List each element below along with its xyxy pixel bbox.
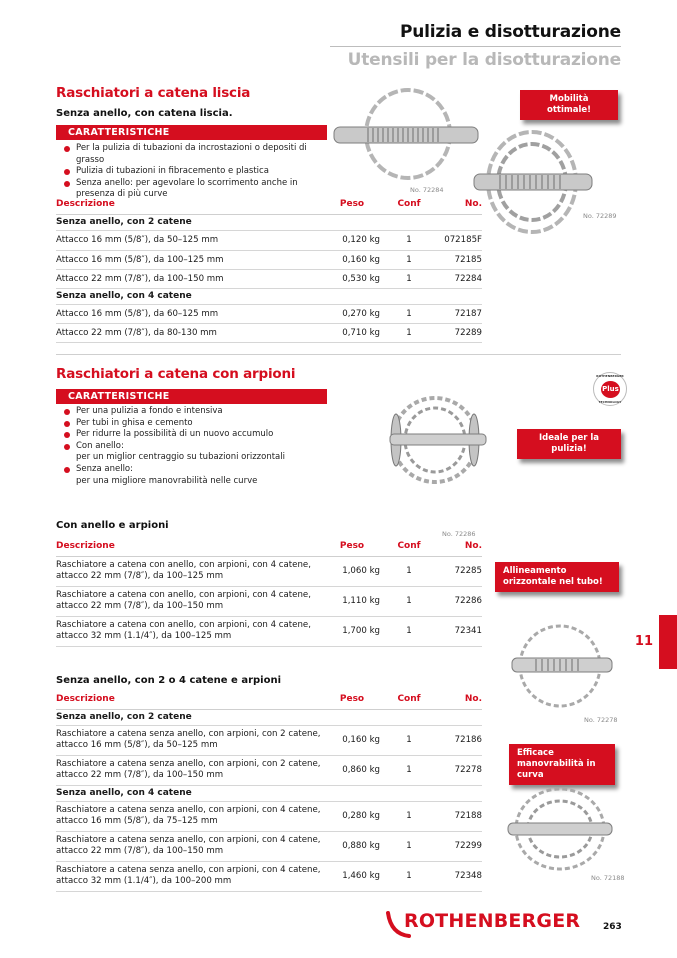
sub1-product-table — [56, 539, 482, 647]
section1-features-list — [56, 143, 326, 201]
feature-item: Pulizia di tubazioni in fibracemento e plastica — [56, 166, 326, 178]
cell-desc: Raschiatore a catena senza anello, con arpioni, con 4 catene, attacco 16 mm (5/8″), da 75–125 mm — [56, 801, 324, 831]
table-row — [56, 250, 482, 269]
cell-conf: 1 — [384, 755, 434, 785]
callout-mobilita: Mobilità ottimale! — [520, 90, 618, 120]
col-conf: Conf — [384, 539, 434, 556]
image-caption: No. 72286 — [442, 530, 476, 538]
cell-no: 72348 — [434, 861, 482, 891]
section1-title: Raschiatori a catena liscia — [56, 85, 251, 101]
cell-peso: 0,270 kg — [324, 304, 384, 323]
table-row — [56, 586, 482, 616]
cell-peso: 1,460 kg — [324, 861, 384, 891]
feature-text: Per tubi in ghisa e cemento — [76, 417, 193, 428]
table-row — [56, 304, 482, 323]
table-row — [56, 556, 482, 586]
table-row — [56, 861, 482, 891]
cell-desc: Raschiatore a catena senza anello, con arpioni, con 2 catene, attacco 22 mm (7/8″), da 100–150 mm — [56, 755, 324, 785]
section1-subtitle: Senza anello, con catena liscia. — [56, 108, 233, 119]
cell-conf: 1 — [384, 586, 434, 616]
col-descrizione: Descrizione — [56, 539, 324, 556]
cell-no: 72278 — [434, 755, 482, 785]
cell-desc: Raschiatore a catena con anello, con arpioni, con 4 catene, attacco 22 mm (7/8″), da 100–150 mm — [56, 586, 324, 616]
col-peso: Peso — [324, 692, 384, 709]
feature-item: Senza anello: per agevolare lo scorrimento anche in presenza di più curve — [56, 178, 326, 201]
section2-title: Raschiatori a catena con arpioni — [56, 366, 296, 382]
cell-conf: 1 — [384, 831, 434, 861]
cell-peso: 1,700 kg — [324, 616, 384, 646]
col-conf: Conf — [384, 692, 434, 709]
feature-text: Senza anello: — [76, 463, 133, 474]
table-header-row — [56, 539, 482, 556]
chain-scraper-with-ring-image-72286 — [380, 390, 490, 490]
badge-plus-text: Plus — [601, 381, 620, 398]
chain-scraper-image-72289 — [470, 122, 595, 240]
chain-scraper-image-72188 — [500, 785, 620, 875]
sub2-product-table — [56, 692, 482, 892]
cell-no: 072185F — [434, 230, 482, 250]
cell-no: 72186 — [434, 725, 482, 755]
image-caption: No. 72289 — [583, 212, 617, 220]
feature-item — [56, 418, 346, 430]
group-label: Senza anello, con 4 catene — [56, 785, 482, 801]
cell-desc: Attacco 16 mm (5/8″), da 60–125 mm — [56, 304, 324, 323]
feature-item: Per la pulizia di tubazioni da incrostazioni o depositi di grasso — [56, 143, 326, 166]
cell-conf: 1 — [384, 861, 434, 891]
cell-desc: Attacco 22 mm (7/8″), da 100–150 mm — [56, 269, 324, 288]
sub1-title: Con anello e arpioni — [56, 520, 169, 531]
page-number: 263 — [603, 922, 622, 932]
feature-text-detail: per una migliore manovrabilità nelle curve — [76, 475, 258, 486]
cell-no: 72185 — [434, 250, 482, 269]
section1-product-table — [56, 197, 482, 343]
table-row — [56, 323, 482, 342]
cell-desc: Raschiatore a catena senza anello, con arpioni, con 4 catene, attacco 32 mm (1.1/4″), da 100–200 mm — [56, 861, 324, 891]
feature-text: Con anello: — [76, 440, 124, 451]
group-row — [56, 288, 482, 304]
group-row — [56, 709, 482, 725]
cell-conf: 1 — [384, 250, 434, 269]
table-row — [56, 801, 482, 831]
feature-text: Per una pulizia a fondo e intensiva — [76, 406, 223, 416]
chapter-tab — [659, 615, 677, 669]
cell-no: 72299 — [434, 831, 482, 861]
chapter-number: 11 — [634, 634, 653, 649]
rothenberger-plus-badge — [593, 372, 627, 406]
cell-desc: Raschiatore a catena con anello, con arpioni, con 4 catene, attacco 32 mm (1.1/4″), da 100–125 mm — [56, 616, 324, 646]
cell-peso: 1,110 kg — [324, 586, 384, 616]
table-header-row — [56, 197, 482, 214]
feature-item — [56, 464, 346, 487]
chain-scraper-image-72284 — [328, 82, 488, 192]
cell-peso: 0,160 kg — [324, 250, 384, 269]
col-no: No. — [434, 197, 482, 214]
group-label: Senza anello, con 2 catene — [56, 709, 482, 725]
cell-no: 72284 — [434, 269, 482, 288]
group-label: Senza anello, con 4 catene — [56, 288, 482, 304]
cell-conf: 1 — [384, 269, 434, 288]
feature-item — [56, 406, 346, 418]
cell-desc: Attacco 16 mm (5/8″), da 50–125 mm — [56, 230, 324, 250]
page-subtitle: Utensili per la disotturazione — [347, 50, 621, 70]
cell-no: 72286 — [434, 586, 482, 616]
feature-text: Per ridurre la possibilità di un nuovo accumulo — [76, 429, 274, 440]
cell-desc: Raschiatore a catena senza anello, con arpioni, con 2 catene, attacco 16 mm (5/8″), da 50–125 mm — [56, 725, 324, 755]
cell-peso: 0,880 kg — [324, 831, 384, 861]
cell-no: 72188 — [434, 801, 482, 831]
callout-efficace: Efficace manovrabilità in curva — [509, 744, 615, 785]
image-caption: No. 72284 — [410, 186, 444, 194]
section2-features-list — [56, 406, 346, 487]
table-row — [56, 269, 482, 288]
cell-conf: 1 — [384, 725, 434, 755]
feature-item — [56, 441, 346, 464]
cell-conf: 1 — [384, 230, 434, 250]
col-no: No. — [434, 539, 482, 556]
cell-no: 72285 — [434, 556, 482, 586]
col-peso: Peso — [324, 539, 384, 556]
group-row — [56, 214, 482, 230]
table-row — [56, 831, 482, 861]
cell-peso: 0,280 kg — [324, 801, 384, 831]
cell-no: 72187 — [434, 304, 482, 323]
cell-peso: 0,710 kg — [324, 323, 384, 342]
cell-conf: 1 — [384, 556, 434, 586]
section1-features-header: CARATTERISTICHE — [56, 125, 327, 140]
image-caption: No. 72278 — [584, 716, 618, 724]
cell-peso: 1,060 kg — [324, 556, 384, 586]
sub2-title: Senza anello, con 2 o 4 catene e arpioni — [56, 675, 282, 686]
badge-bottom-text: TECHNOLOGY — [598, 400, 622, 404]
cell-conf: 1 — [384, 304, 434, 323]
cell-peso: 0,530 kg — [324, 269, 384, 288]
section-divider — [56, 354, 621, 355]
header-divider — [330, 46, 621, 47]
cell-no: 72341 — [434, 616, 482, 646]
cell-peso: 0,120 kg — [324, 230, 384, 250]
cell-no: 72289 — [434, 323, 482, 342]
image-caption: No. 72188 — [591, 874, 625, 882]
col-conf: Conf — [384, 197, 434, 214]
cell-desc: Raschiatore a catena senza anello, con arpioni, con 4 catene, attacco 22 mm (7/8″), da 100–150 mm — [56, 831, 324, 861]
cell-peso: 0,860 kg — [324, 755, 384, 785]
cell-conf: 1 — [384, 323, 434, 342]
col-peso: Peso — [324, 197, 384, 214]
table-row — [56, 725, 482, 755]
cell-desc: Raschiatore a catena con anello, con arpioni, con 4 catene, attacco 22 mm (7/8″), da 100–125 mm — [56, 556, 324, 586]
table-row — [56, 230, 482, 250]
section2-features-header: CARATTERISTICHE — [56, 389, 327, 404]
group-label: Senza anello, con 2 catene — [56, 214, 482, 230]
callout-ideale: Ideale per la pulizia! — [517, 429, 621, 459]
cell-peso: 0,160 kg — [324, 725, 384, 755]
feature-text-detail: per un miglior centraggio su tubazioni orizzontali — [76, 452, 285, 463]
cell-conf: 1 — [384, 801, 434, 831]
col-descrizione: Descrizione — [56, 197, 324, 214]
group-row — [56, 785, 482, 801]
feature-item — [56, 429, 346, 441]
chain-scraper-image-72278 — [500, 620, 620, 710]
callout-allineamento: Allineamento orizzontale nel tubo! — [495, 562, 619, 592]
page-title: Pulizia e disotturazione — [399, 22, 621, 42]
table-row — [56, 616, 482, 646]
brand-logo: ROTHENBERGER — [404, 910, 581, 932]
table-header-row — [56, 692, 482, 709]
cell-conf: 1 — [384, 616, 434, 646]
badge-top-text: ROTHENBERGER — [596, 374, 624, 378]
table-row — [56, 755, 482, 785]
cell-desc: Attacco 16 mm (5/8″), da 100–125 mm — [56, 250, 324, 269]
cell-desc: Attacco 22 mm (7/8″), da 80-130 mm — [56, 323, 324, 342]
col-no: No. — [434, 692, 482, 709]
col-descrizione: Descrizione — [56, 692, 324, 709]
